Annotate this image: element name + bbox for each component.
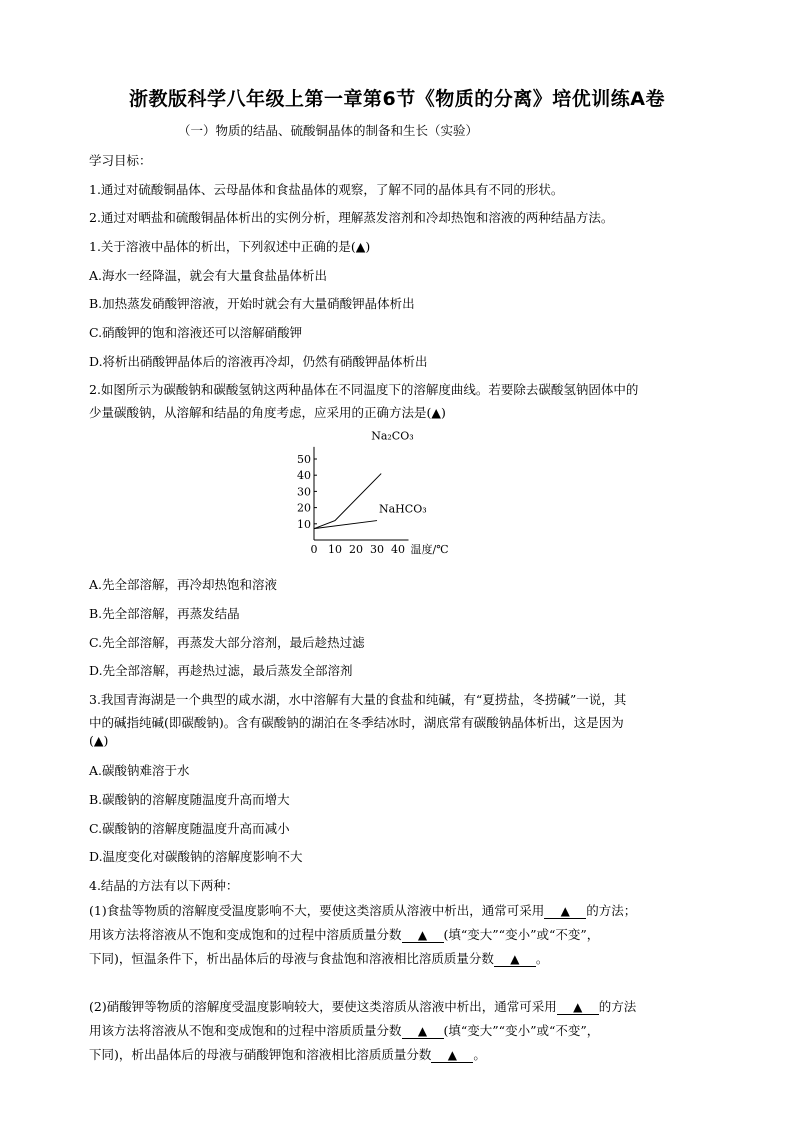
x-tick-label: 30 <box>370 543 384 556</box>
q3-option-c: C.碳酸钠的溶解度随温度升高而减小 <box>89 821 290 836</box>
q2-option-a: A.先全部溶解，再冷却热饱和溶液 <box>89 577 278 592</box>
x-tick-label: 20 <box>349 543 363 556</box>
answer-blank[interactable]: ▲ <box>431 1048 473 1063</box>
question-2-stem-line1: 2.如图所示为碳酸钠和碳酸氢钠这两种晶体在不同温度下的溶解度曲线。若要除去碳酸氢钠固体中的 <box>89 382 639 397</box>
question-2-stem-line2: 少量碳酸钠，从溶解和结晶的角度考虑，应采用的正确方法是(▲) <box>89 405 446 420</box>
q1-option-b: B.加热蒸发硝酸钾溶液，开始时就会有大量硝酸钾晶体析出 <box>89 296 415 311</box>
solubility-chart <box>290 429 449 558</box>
answer-blank[interactable]: ▲ <box>494 952 536 967</box>
answer-blank[interactable]: ▲ <box>402 1024 444 1039</box>
answer-blank[interactable]: ▲ <box>557 1000 599 1015</box>
question-4-stem: 4.结晶的方法有以下两种： <box>89 878 239 893</box>
q3-option-d: D.温度变化对碳酸钠的溶解度影响不大 <box>89 849 303 864</box>
x-tick-label: 10 <box>328 543 342 556</box>
y-tick-label: 10 <box>297 517 311 531</box>
answer-blank[interactable]: ▲ <box>402 928 444 943</box>
question-1-stem: 1.关于溶液中晶体的析出，下列叙述中正确的是(▲) <box>89 239 371 254</box>
q1-option-d: D.将析出硝酸钾晶体后的溶液再冷却，仍然有硝酸钾晶体析出 <box>89 354 428 369</box>
goal-item: 1.通过对硫酸铜晶体、云母晶体和食盐晶体的观察，了解不同的晶体具有不同的形状。 <box>89 182 564 197</box>
x-tick-label: 40 <box>391 543 405 556</box>
question-4-part-1: (1)食盐等物质的溶解度受温度影响不大，要使这类溶质从溶液中析出，通常可采用 ▲ 的方法； 用该方法将溶液从不饱和变成饱和的过程中溶质质量分数 ▲ (填“变大”“变小”或“不变”， 下同)，恒温条件下，析出晶体后的母液与食盐饱和溶液相比溶质质量分数 ▲ 。 <box>89 903 637 966</box>
answer-blank[interactable]: ▲ <box>544 904 586 919</box>
y-tick-label: 50 <box>297 453 311 466</box>
series-label: NaHCO₃ <box>379 502 427 516</box>
q2-option-c: C.先全部溶解，再蒸发大部分溶剂，最后趁热过滤 <box>89 635 365 650</box>
q1-option-a: A.海水一经降温，就会有大量食盐晶体析出 <box>89 268 328 283</box>
goals-heading: 学习目标： <box>89 153 152 168</box>
y-tick-label: 20 <box>297 501 311 515</box>
x-tick-label: 0 <box>310 543 318 556</box>
y-tick-label: 30 <box>297 485 311 499</box>
series-label: Na₂CO₃ <box>371 429 414 443</box>
question-3-stem-line1: 3.我国青海湖是一个典型的咸水湖，水中溶解有大量的食盐和纯碱，有“夏捞盐，冬捞碱”一说，其 <box>89 692 627 707</box>
q2-option-d: D.先全部溶解，再趁热过滤，最后蒸发全部溶剂 <box>89 663 353 678</box>
goal-item: 2.通过对晒盐和硫酸铜晶体析出的实例分析，理解蒸发溶剂和冷却热饱和溶液的两种结晶方法。 <box>89 210 614 225</box>
question-4-part-2: (2)硝酸钾等物质的溶解度受温度影响较大，要使这类溶质从溶液中析出，通常可采用 ▲ 的方法 用该方法将溶液从不饱和变成饱和的过程中溶质质量分数 ▲ (填“变大”“变小”或“不变”， 下同)，析出晶体后的母液与硝酸钾饱和溶液相比溶质质量分数 ▲ 。 <box>89 999 637 1062</box>
q1-option-c: C.硝酸钾的饱和溶液还可以溶解硝酸钾 <box>89 325 303 340</box>
q3-option-a: A.碳酸钠难溶于水 <box>89 763 190 778</box>
q3-option-b: B.碳酸钠的溶解度随温度升高而增大 <box>89 792 290 807</box>
q2-option-b: B.先全部溶解，再蒸发结晶 <box>89 606 240 621</box>
x-axis-label: 温度/℃ <box>410 543 449 556</box>
question-3-stem-line2: 中的碱指纯碱(即碳酸钠)。含有碳酸钠的湖泊在冬季结冰时，湖底常有碳酸钠晶体析出，这是因为 <box>89 715 624 730</box>
page-title: 浙教版科学八年级上第一章第6节《物质的分离》培优训练A卷 <box>129 88 665 110</box>
question-3-stem-line3: (▲) <box>89 733 109 748</box>
y-tick-label: 40 <box>297 469 311 483</box>
section-subtitle: （一）物质的结晶、硫酸铜晶体的制备和生长（实验） <box>178 123 479 138</box>
series-line <box>314 474 381 529</box>
